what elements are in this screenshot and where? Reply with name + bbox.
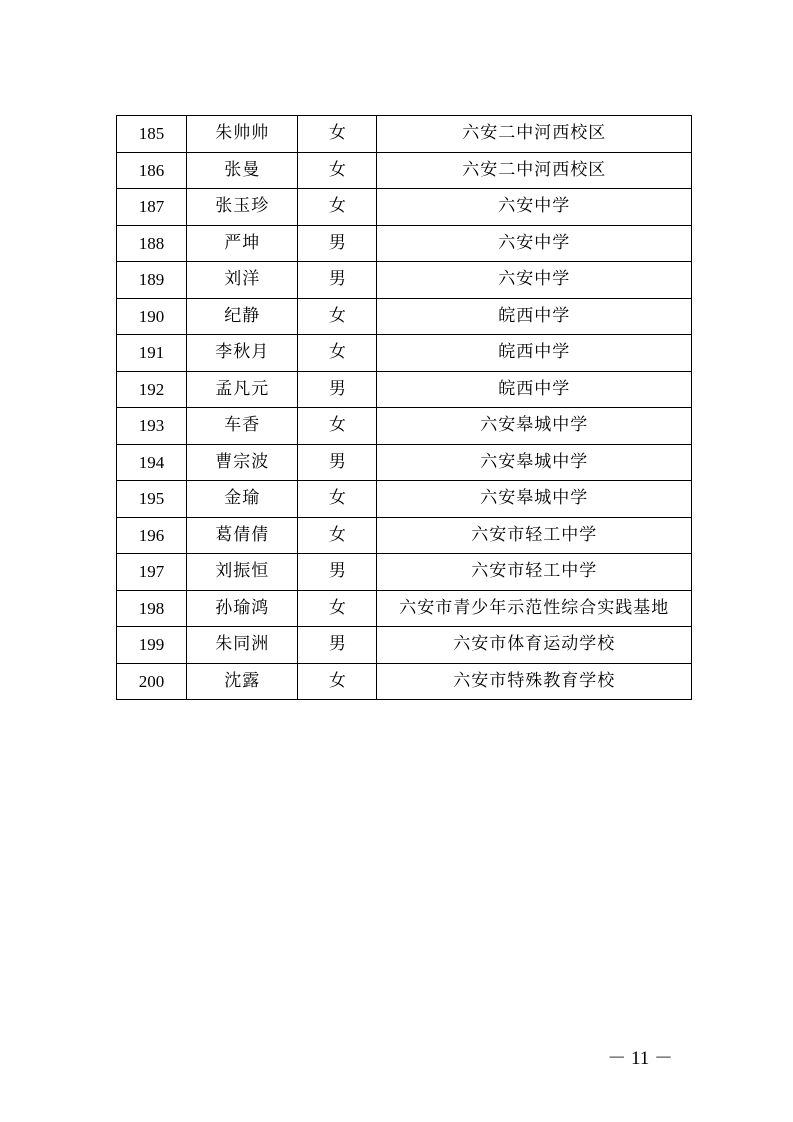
gender-cell: 男 bbox=[298, 262, 377, 299]
gender-cell: 女 bbox=[298, 298, 377, 335]
table-row bbox=[117, 116, 692, 153]
row-number-cell: 199 bbox=[117, 627, 187, 664]
gender-cell: 男 bbox=[298, 225, 377, 262]
school-cell: 六安中学 bbox=[377, 225, 692, 262]
school-cell: 皖西中学 bbox=[377, 298, 692, 335]
row-number-cell: 187 bbox=[117, 189, 187, 226]
school-cell: 六安中学 bbox=[377, 189, 692, 226]
table-row bbox=[117, 371, 692, 408]
gender-cell: 女 bbox=[298, 517, 377, 554]
table-row bbox=[117, 517, 692, 554]
table-row bbox=[117, 554, 692, 591]
gender-cell: 男 bbox=[298, 444, 377, 481]
roster-table bbox=[116, 115, 692, 700]
name-cell: 沈露 bbox=[187, 663, 298, 700]
page-number: － 11 － bbox=[607, 1048, 673, 1069]
name-cell: 刘洋 bbox=[187, 262, 298, 299]
school-cell: 六安中学 bbox=[377, 262, 692, 299]
row-number-cell: 191 bbox=[117, 335, 187, 372]
school-cell: 皖西中学 bbox=[377, 371, 692, 408]
name-cell: 孟凡元 bbox=[187, 371, 298, 408]
name-cell: 李秋月 bbox=[187, 335, 298, 372]
row-number-cell: 198 bbox=[117, 590, 187, 627]
school-cell: 六安市特殊教育学校 bbox=[377, 663, 692, 700]
school-cell: 六安二中河西校区 bbox=[377, 152, 692, 189]
table-row bbox=[117, 262, 692, 299]
school-cell: 六安市轻工中学 bbox=[377, 554, 692, 591]
gender-cell: 女 bbox=[298, 335, 377, 372]
table-row bbox=[117, 444, 692, 481]
gender-cell: 女 bbox=[298, 116, 377, 153]
name-cell: 严坤 bbox=[187, 225, 298, 262]
name-cell: 金瑜 bbox=[187, 481, 298, 518]
row-number-cell: 186 bbox=[117, 152, 187, 189]
school-cell: 六安二中河西校区 bbox=[377, 116, 692, 153]
name-cell: 张曼 bbox=[187, 152, 298, 189]
name-cell: 张玉珍 bbox=[187, 189, 298, 226]
gender-cell: 男 bbox=[298, 554, 377, 591]
table-row bbox=[117, 590, 692, 627]
row-number-cell: 190 bbox=[117, 298, 187, 335]
gender-cell: 女 bbox=[298, 663, 377, 700]
school-cell: 六安市轻工中学 bbox=[377, 517, 692, 554]
gender-cell: 男 bbox=[298, 371, 377, 408]
name-cell: 刘振恒 bbox=[187, 554, 298, 591]
school-cell: 六安市体育运动学校 bbox=[377, 627, 692, 664]
gender-cell: 男 bbox=[298, 627, 377, 664]
gender-cell: 女 bbox=[298, 189, 377, 226]
row-number-cell: 194 bbox=[117, 444, 187, 481]
name-cell: 朱帅帅 bbox=[187, 116, 298, 153]
table-row bbox=[117, 335, 692, 372]
gender-cell: 女 bbox=[298, 590, 377, 627]
table-row bbox=[117, 481, 692, 518]
school-cell: 六安皋城中学 bbox=[377, 408, 692, 445]
table-row bbox=[117, 408, 692, 445]
row-number-cell: 200 bbox=[117, 663, 187, 700]
row-number-cell: 185 bbox=[117, 116, 187, 153]
school-cell: 六安皋城中学 bbox=[377, 444, 692, 481]
gender-cell: 女 bbox=[298, 481, 377, 518]
roster-table-body bbox=[117, 116, 692, 700]
name-cell: 车香 bbox=[187, 408, 298, 445]
row-number-cell: 197 bbox=[117, 554, 187, 591]
row-number-cell: 195 bbox=[117, 481, 187, 518]
row-number-cell: 193 bbox=[117, 408, 187, 445]
table-row bbox=[117, 298, 692, 335]
gender-cell: 女 bbox=[298, 152, 377, 189]
table-row bbox=[117, 152, 692, 189]
row-number-cell: 189 bbox=[117, 262, 187, 299]
school-cell: 六安市青少年示范性综合实践基地 bbox=[377, 590, 692, 627]
name-cell: 纪静 bbox=[187, 298, 298, 335]
table-row bbox=[117, 189, 692, 226]
row-number-cell: 192 bbox=[117, 371, 187, 408]
table-row bbox=[117, 663, 692, 700]
name-cell: 曹宗波 bbox=[187, 444, 298, 481]
name-cell: 孙瑜鸿 bbox=[187, 590, 298, 627]
name-cell: 葛倩倩 bbox=[187, 517, 298, 554]
name-cell: 朱同洲 bbox=[187, 627, 298, 664]
table-row bbox=[117, 627, 692, 664]
row-number-cell: 196 bbox=[117, 517, 187, 554]
school-cell: 皖西中学 bbox=[377, 335, 692, 372]
gender-cell: 女 bbox=[298, 408, 377, 445]
table-row bbox=[117, 225, 692, 262]
school-cell: 六安皋城中学 bbox=[377, 481, 692, 518]
row-number-cell: 188 bbox=[117, 225, 187, 262]
